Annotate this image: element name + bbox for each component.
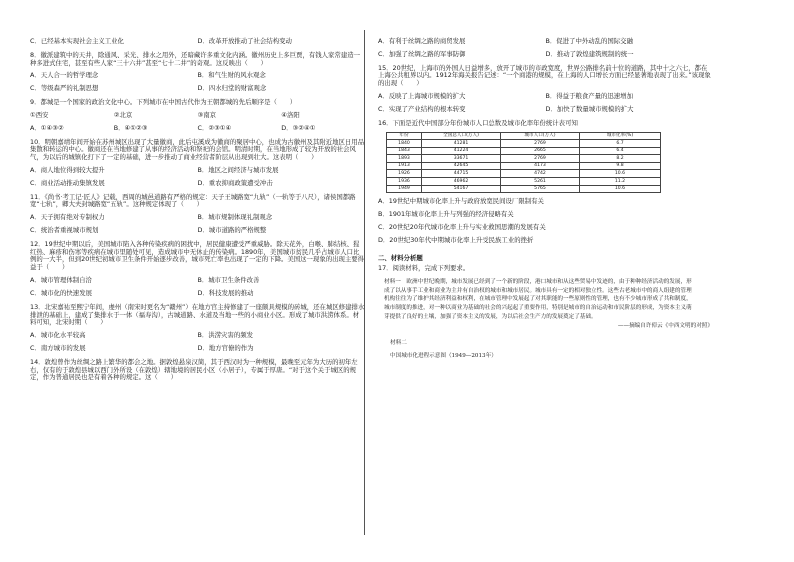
population-table bbox=[386, 132, 661, 194]
table-cell: 1843 bbox=[387, 147, 422, 155]
option: D．地方官僚的作为 bbox=[197, 343, 254, 352]
table-header-row bbox=[387, 132, 661, 140]
table-cell: 2769 bbox=[501, 140, 580, 148]
option: D．科技发展的推动 bbox=[197, 288, 254, 297]
item: ③南京 bbox=[197, 110, 217, 119]
option: B．促进了中外动乱的国际交融 bbox=[545, 37, 633, 45]
option: C．城市化的快速发展 bbox=[30, 288, 92, 297]
table-cell: 2665 bbox=[501, 147, 580, 155]
option: A．反映了上海城市规模的扩大 bbox=[378, 92, 466, 101]
table-header: 年份 bbox=[387, 132, 422, 140]
q11-options bbox=[30, 227, 365, 235]
table-row bbox=[387, 185, 661, 193]
q9-options bbox=[30, 125, 365, 133]
table-header: 城市化率(%) bbox=[580, 132, 661, 140]
option: D．四水归堂的财富观念 bbox=[197, 84, 267, 93]
table-cell: 46962 bbox=[422, 178, 501, 186]
option: A．有利于丝绸之路的商贸发展 bbox=[378, 37, 466, 45]
option: A．天子拥有绝对专制权力 bbox=[30, 213, 105, 222]
table-cell: 10.6 bbox=[580, 185, 661, 193]
table-row bbox=[387, 162, 661, 170]
option: C．商业活动推动集镇发展 bbox=[30, 178, 105, 187]
q12-options bbox=[30, 290, 365, 298]
option: B．地区之间经济与城市发展 bbox=[197, 165, 279, 174]
option: A．商人地位得到较大提升 bbox=[30, 165, 105, 174]
table-cell: 9.8 bbox=[580, 162, 661, 170]
option: B．和气生财的风水观念 bbox=[197, 71, 266, 80]
material-source: ——摘编自许倬云《中西文明的对照》 bbox=[617, 323, 713, 330]
table-cell: 54167 bbox=[422, 185, 501, 193]
option: A．城市化水平较高 bbox=[30, 331, 86, 340]
question-16: 16．下面是近代中国部分年份城市人口总数及城市化率年份统计表可知 bbox=[378, 118, 578, 127]
option: B．城市规制体现礼制观念 bbox=[197, 213, 273, 222]
question-12: 12．19世纪中期以后，美国城市陷入各种传染疾病的困扰中，居民健康遭受严重威胁。除天花外，白喉、肺结核、猩红热、麻疹和伤寒等疾病在城市里随处可见，造成城市中无休止的传染病。1890年，美国城市贫民几乎占城市人口比例的一大半，但到20世纪初城市卫生条件开始逐步改善，城市死亡率也出现了一定的下降。美国这一现象的出现主要得益于（ ） bbox=[30, 239, 365, 272]
q15-options bbox=[378, 106, 713, 114]
left-column bbox=[30, 38, 365, 382]
option: C．南方城市的发展 bbox=[30, 343, 86, 352]
material-two-label: 材料二 bbox=[390, 340, 407, 347]
option: D．推动了敦煌建筑规制的统一 bbox=[545, 49, 634, 58]
material-two-caption: 中国城市化进程示意图（1949—2013年） bbox=[390, 353, 497, 360]
table-cell: 33671 bbox=[422, 155, 501, 163]
q10-options bbox=[30, 167, 365, 175]
table-cell: 1936 bbox=[387, 178, 422, 186]
option: D．重农抑商政策遭受冲击 bbox=[197, 178, 273, 187]
table-row bbox=[387, 147, 661, 155]
question-11: 11．《尚书·考工记·匠人》记载，西周的城邑道路有严格的规定：天子王城路宽“九轨”（一轨等于八尺），诸侯国都路宽“七轨”，卿大夫封城路宽“五轨”。这种规定体现了（ ） bbox=[30, 192, 356, 209]
question-17: 17．阅读材料，完成下列要求。 bbox=[378, 264, 470, 273]
option: D．改革开放推动了社会结构变动 bbox=[197, 37, 292, 45]
question-8: 8．徽派建筑中的天井，除通风、采光、排水之用外，还暗藏许多重文化内涵。徽州历史上多巨贾，有钱人家常建造一种多进式住宅，甚至有些人家“三十六井”甚至“七十二井”的奇观。这反映出（ ） bbox=[30, 50, 360, 67]
option: B．④①②③ bbox=[113, 123, 148, 132]
table-row bbox=[387, 178, 661, 186]
right-column bbox=[378, 38, 713, 360]
option: B．1901年城市化率上升与列强的经济侵略有关 bbox=[378, 210, 514, 219]
table-header: 全国总人口(万人) bbox=[422, 132, 501, 140]
table-cell: 6.7 bbox=[580, 140, 661, 148]
table-cell: 11.2 bbox=[580, 178, 661, 186]
option: C．20世纪20年代城市化率上升与实业救国思潮的发展有关 bbox=[378, 222, 546, 231]
q14-options bbox=[378, 38, 713, 46]
option: B．洪涝灾害的频发 bbox=[197, 331, 254, 340]
table-body bbox=[387, 140, 661, 193]
material-one: 材料一 欧洲中世纪晚期，城市发展已经到了一个新的阶段，港口城市和从这些贸易中发迹的，由于种种经济活动的发展，形成了以从事手工业和商业为主并有自治权的城市和城市居民。城市具有一定的相对独立性。这些古老城市中的商人组建的管理机构往往为了维护其经济利益和权利，在城市管理中发展起了对其职能的一些原则性的管理，也有不少城市形成了共和制度，城市制度的推进，对一种以商业为基础的社会的兴起起了重要作用，特别是城市的自治运动和市民阶层的形成，为资本主义萌芽提供了良好的土壤，加强了资本主义的发展，为以后社会生产力的发展奠定了基础。 bbox=[384, 279, 692, 320]
q10-options bbox=[30, 180, 365, 188]
option: A．①④③② bbox=[30, 123, 64, 132]
table-cell: 1949 bbox=[387, 185, 422, 193]
table-cell: 1893 bbox=[387, 155, 422, 163]
table-row bbox=[387, 170, 661, 178]
table-cell: 41224 bbox=[422, 147, 501, 155]
table-cell: 4173 bbox=[501, 162, 580, 170]
option: B．得益于粮食产量的迅速增加 bbox=[545, 92, 633, 101]
question-15: 15．20世纪，上海市的外国人日益增多，放开了城市的市政宽度，世界公路排名前十位的道路，其中十之六七，都在上海公共租界以内。1912年海关报告记述：“一个商港的规模，在上海的人口增长方面已经显著地表现了出来。”该现象的出现（ ） bbox=[378, 63, 711, 88]
q12-options bbox=[30, 277, 365, 285]
table-row bbox=[387, 140, 661, 148]
item: ④洛阳 bbox=[281, 110, 300, 119]
option: C．已经基本实现社会主义工业化 bbox=[30, 37, 124, 45]
table-cell: 4742 bbox=[501, 170, 580, 178]
option: D．城市道路的严格规整 bbox=[197, 226, 267, 234]
section-heading: 二、材料分析题 bbox=[378, 253, 423, 262]
option: D．加快了数量城市规模的扩大 bbox=[545, 104, 634, 113]
q8-options bbox=[30, 72, 365, 80]
table-cell: 5261 bbox=[501, 178, 580, 186]
table-header: 城市人口(万人) bbox=[501, 132, 580, 140]
item: ②北京 bbox=[113, 110, 133, 119]
q8-options bbox=[30, 85, 365, 93]
table-cell: 2769 bbox=[501, 155, 580, 163]
table-cell: 44715 bbox=[422, 170, 501, 178]
option: C．加强了丝绸之路的军事防御 bbox=[378, 49, 466, 58]
option: A．19世纪中期城市化率上升与政府放宽民间设厂限制有关 bbox=[378, 197, 544, 206]
table-cell: 6.4 bbox=[580, 147, 661, 155]
option: C．实现了产业结构的根本转变 bbox=[378, 104, 466, 113]
option: D．20世纪30年代中期城市化率上升受民族工业的挫折 bbox=[378, 235, 534, 244]
table-cell: 1913 bbox=[387, 162, 422, 170]
q15-options bbox=[378, 93, 713, 101]
q14-options bbox=[378, 51, 713, 59]
option: C．②③①④ bbox=[197, 123, 232, 132]
q13-options bbox=[30, 332, 365, 340]
table-cell: 1840 bbox=[387, 140, 422, 148]
question-13: 13．北宋嘉祐至熙宁年间，虔州（南宋时更名为“赣州”）在地方官主持修建了一座颇具规模的砖城，还在城区修建排水排泄的基础上，建成了集排水于一体（福寿沟），古城道路、水道及当地一些的小商业小区。形成了城市洪涝体系。材料可知，北宋时期（ ） bbox=[30, 302, 365, 327]
option: D．③②④① bbox=[281, 123, 316, 132]
table-cell: 42645 bbox=[422, 162, 501, 170]
table-cell: 5765 bbox=[501, 185, 580, 193]
table-cell: 41281 bbox=[422, 140, 501, 148]
question-9: 9．都城是一个国家的政治文化中心。下列城市在中国古代作为王朝都城的先后顺序是（ ） bbox=[30, 98, 297, 107]
question-10: 10．明朝嘉靖年间开始在苏州城区出现了大量徽商，此后屯溪成为徽商的聚居中心，也成为古徽州及其附近地区日用品集散和转运的中心。徽商还在当地修建了从事的经济活动和祭祀的会馆。明清时期，在当地形成了较为开放的社会风气，为以后的城镇化打下了一定的基础，进一步推动了商业经营者阶层从出现到壮大。这表明（ ） bbox=[30, 137, 365, 162]
option: A．天人合一的哲学理念 bbox=[30, 71, 99, 80]
q9-items bbox=[30, 112, 365, 120]
option: A．城市管理体制自洽 bbox=[30, 276, 92, 285]
q7-options bbox=[30, 38, 365, 46]
q13-options bbox=[30, 345, 365, 353]
q11-options bbox=[30, 214, 365, 222]
table-row bbox=[387, 155, 661, 163]
question-14: 14．敦煌曾作为丝绸之路上繁华的都会之地。据敦煌悬泉汉简，其于西汉时为一种规模，最晚至元年为大历的初年左右，仅有的于敦煌县城以西门外所设（在敦煌）辖地境的居民小区（小居子），专属于厚唐。“对于这个关于城区的规定，作为普通居民也是有着各种的规定。这（ ） bbox=[30, 357, 358, 382]
item: ①西安 bbox=[30, 110, 49, 119]
option: C．统治者重视城市规划 bbox=[30, 226, 99, 234]
table-cell: 1926 bbox=[387, 170, 422, 178]
table-cell: 8.2 bbox=[580, 155, 661, 163]
table-cell: 10.6 bbox=[580, 170, 661, 178]
option: C．等级森严的礼制思想 bbox=[30, 84, 99, 93]
option: B．城市卫生条件改善 bbox=[197, 276, 260, 285]
